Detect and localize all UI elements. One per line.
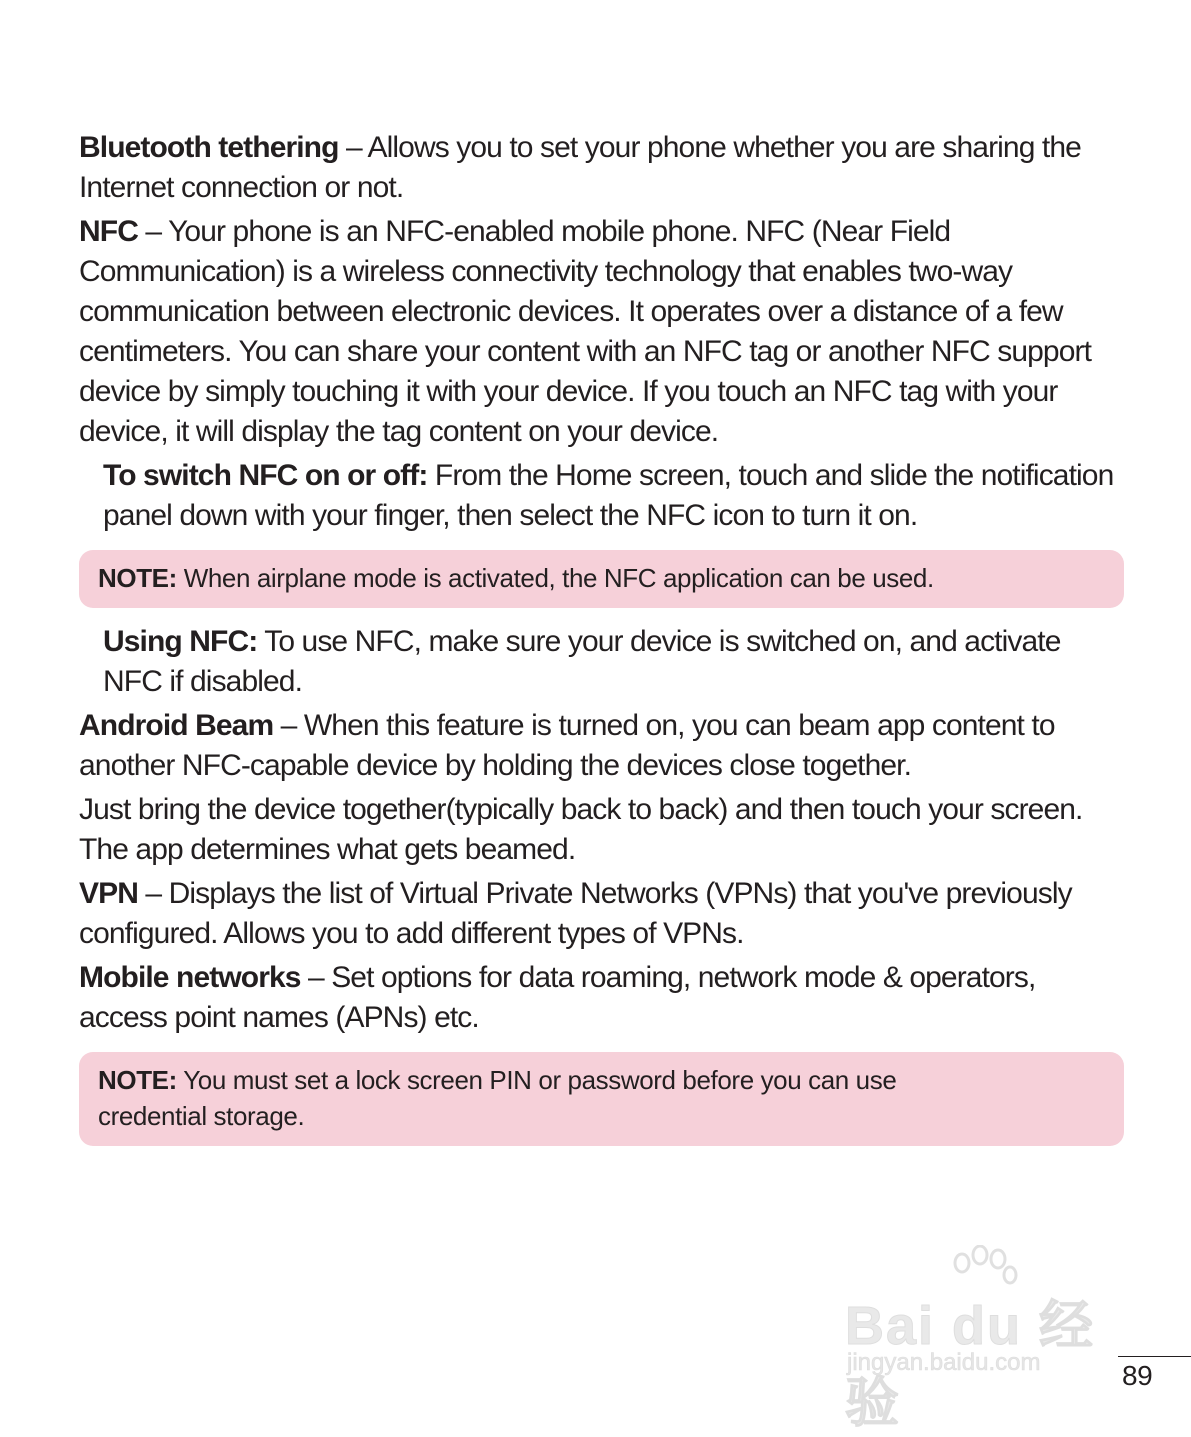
note-credential-storage [79, 1052, 1124, 1146]
mobile-networks-description: – Set options for data roaming, network mode & operators, access point names (APNs) etc. [79, 961, 1036, 1034]
page-number: 89 [1122, 1360, 1153, 1391]
term-switch-nfc: To switch NFC on or off: [103, 459, 428, 492]
vpn-description: – Displays the list of Virtual Private Networks (VPNs) that you've previously configured. Allows you to add different types of VPNs. [79, 877, 1072, 950]
footer-rule [1118, 1356, 1191, 1357]
paragraph-beam-detail [79, 790, 1124, 870]
note-label: NOTE: [98, 1065, 177, 1095]
android-beam-description: – When this feature is turned on, you can beam app content to another NFC-capable device by holding the devices close together. [79, 709, 1055, 782]
baidu-watermark [845, 1245, 1120, 1433]
term-nfc: NFC [79, 215, 138, 248]
note-text: When airplane mode is activated, the NFC application can be used. [176, 563, 934, 593]
note-text: You must set a lock screen PIN or password before you can use credential storage. [98, 1065, 897, 1131]
paragraph-vpn [79, 874, 1124, 954]
paragraph-nfc [79, 212, 1124, 452]
note-label: NOTE: [98, 563, 177, 593]
paragraph-using-nfc [79, 622, 1124, 702]
term-mobile-networks: Mobile networks [79, 961, 301, 994]
term-vpn: VPN [79, 877, 138, 910]
bluetooth-tethering-description: – Allows you to set your phone whether you are sharing the Internet connection or not. [79, 131, 1081, 204]
page-content [79, 128, 1124, 1160]
term-using-nfc: Using NFC: [103, 625, 258, 658]
paragraph-switch-nfc [79, 456, 1124, 536]
switch-nfc-description: From the Home screen, touch and slide the notification panel down with your finger, then select the NFC icon to turn it on. [103, 459, 1114, 532]
paragraph-bluetooth-tethering [79, 128, 1124, 208]
paragraph-mobile-networks [79, 958, 1124, 1038]
using-nfc-description: To use NFC, make sure your device is switched on, and activate NFC if disabled. [103, 625, 1061, 698]
watermark-brand: Bai du 经验 [845, 1296, 1096, 1433]
term-bluetooth-tethering: Bluetooth tethering [79, 131, 339, 164]
watermark-url: jingyan.baidu.com [847, 1349, 1041, 1376]
nfc-description: – Your phone is an NFC-enabled mobile phone. NFC (Near Field Communication) is a wireless connectivity technology that enables two-way communication between electronic devices. It operates over a distance of a few centimeters. You can share your content with an NFC tag or another NFC support device by simply touching it with your device. If you touch an NFC tag with your device, it will display the tag content on your device. [79, 215, 1092, 448]
term-android-beam: Android Beam [79, 709, 274, 742]
beam-detail-text: Just bring the device together(typically back to back) and then touch your screen. The app determines what gets beamed. [79, 793, 1083, 866]
paragraph-android-beam [79, 706, 1124, 786]
note-airplane-mode [79, 550, 1124, 608]
